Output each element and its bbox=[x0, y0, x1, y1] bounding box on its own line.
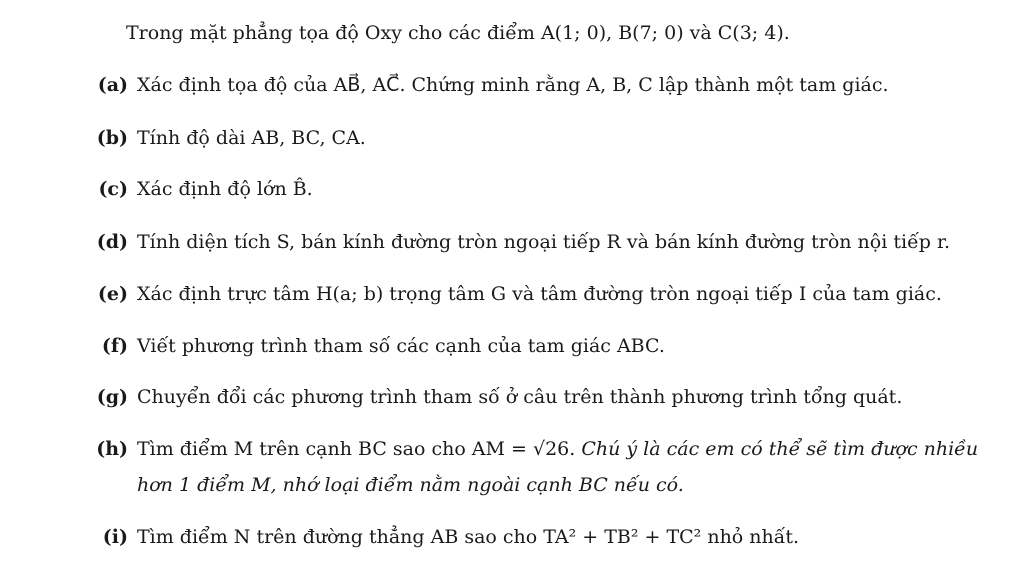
question-text: Xác định độ lớn B̂. bbox=[137, 178, 313, 200]
question-text: Chuyển đổi các phương trình tham số ở câu trên thành phương trình tổng quát. bbox=[137, 386, 903, 408]
question-text: Viết phương trình tham số các cạnh của tam giác ABC. bbox=[137, 335, 665, 357]
question-label: (a) bbox=[97, 74, 128, 96]
question-label: (b) bbox=[96, 127, 128, 149]
question-note: Chú ý là các em có thể sẽ tìm được nhiều hơn 1 điểm M, nhớ loại điểm nằm ngoài cạnh BC nếu có. bbox=[137, 438, 979, 496]
question-label: (c) bbox=[98, 178, 128, 200]
question-label: (d) bbox=[96, 231, 128, 253]
question-label: (f) bbox=[101, 335, 128, 357]
question-label: (e) bbox=[97, 283, 128, 305]
question-text: Xác định trực tâm H(a; b) trọng tâm G và tâm đường tròn ngoại tiếp I của tam giác. bbox=[137, 283, 942, 305]
question-text: Tìm điểm N trên đường thẳng AB sao cho TA² + TB² + TC² nhỏ nhất. bbox=[137, 526, 800, 548]
question-text: Xác định tọa độ của AB⃗, AC⃗. Chứng minh rằng A, B, C lập thành một tam giác. bbox=[137, 74, 889, 96]
question-text-block bbox=[137, 431, 997, 503]
question-text: Tìm điểm M trên cạnh BC sao cho AM = √26. bbox=[137, 438, 576, 460]
question-text: Tính độ dài AB, BC, CA. bbox=[137, 127, 366, 149]
question-text: Tính diện tích S, bán kính đường tròn ngoại tiếp R và bán kính đường tròn nội tiếp r. bbox=[137, 231, 950, 253]
question-label: (h) bbox=[96, 438, 128, 460]
question-label: (g) bbox=[96, 386, 128, 408]
problem-intro: Trong mặt phẳng tọa độ Oxy cho các điểm A(1; 0), B(7; 0) và C(3; 4). bbox=[126, 22, 790, 44]
question-label: (i) bbox=[102, 526, 128, 548]
